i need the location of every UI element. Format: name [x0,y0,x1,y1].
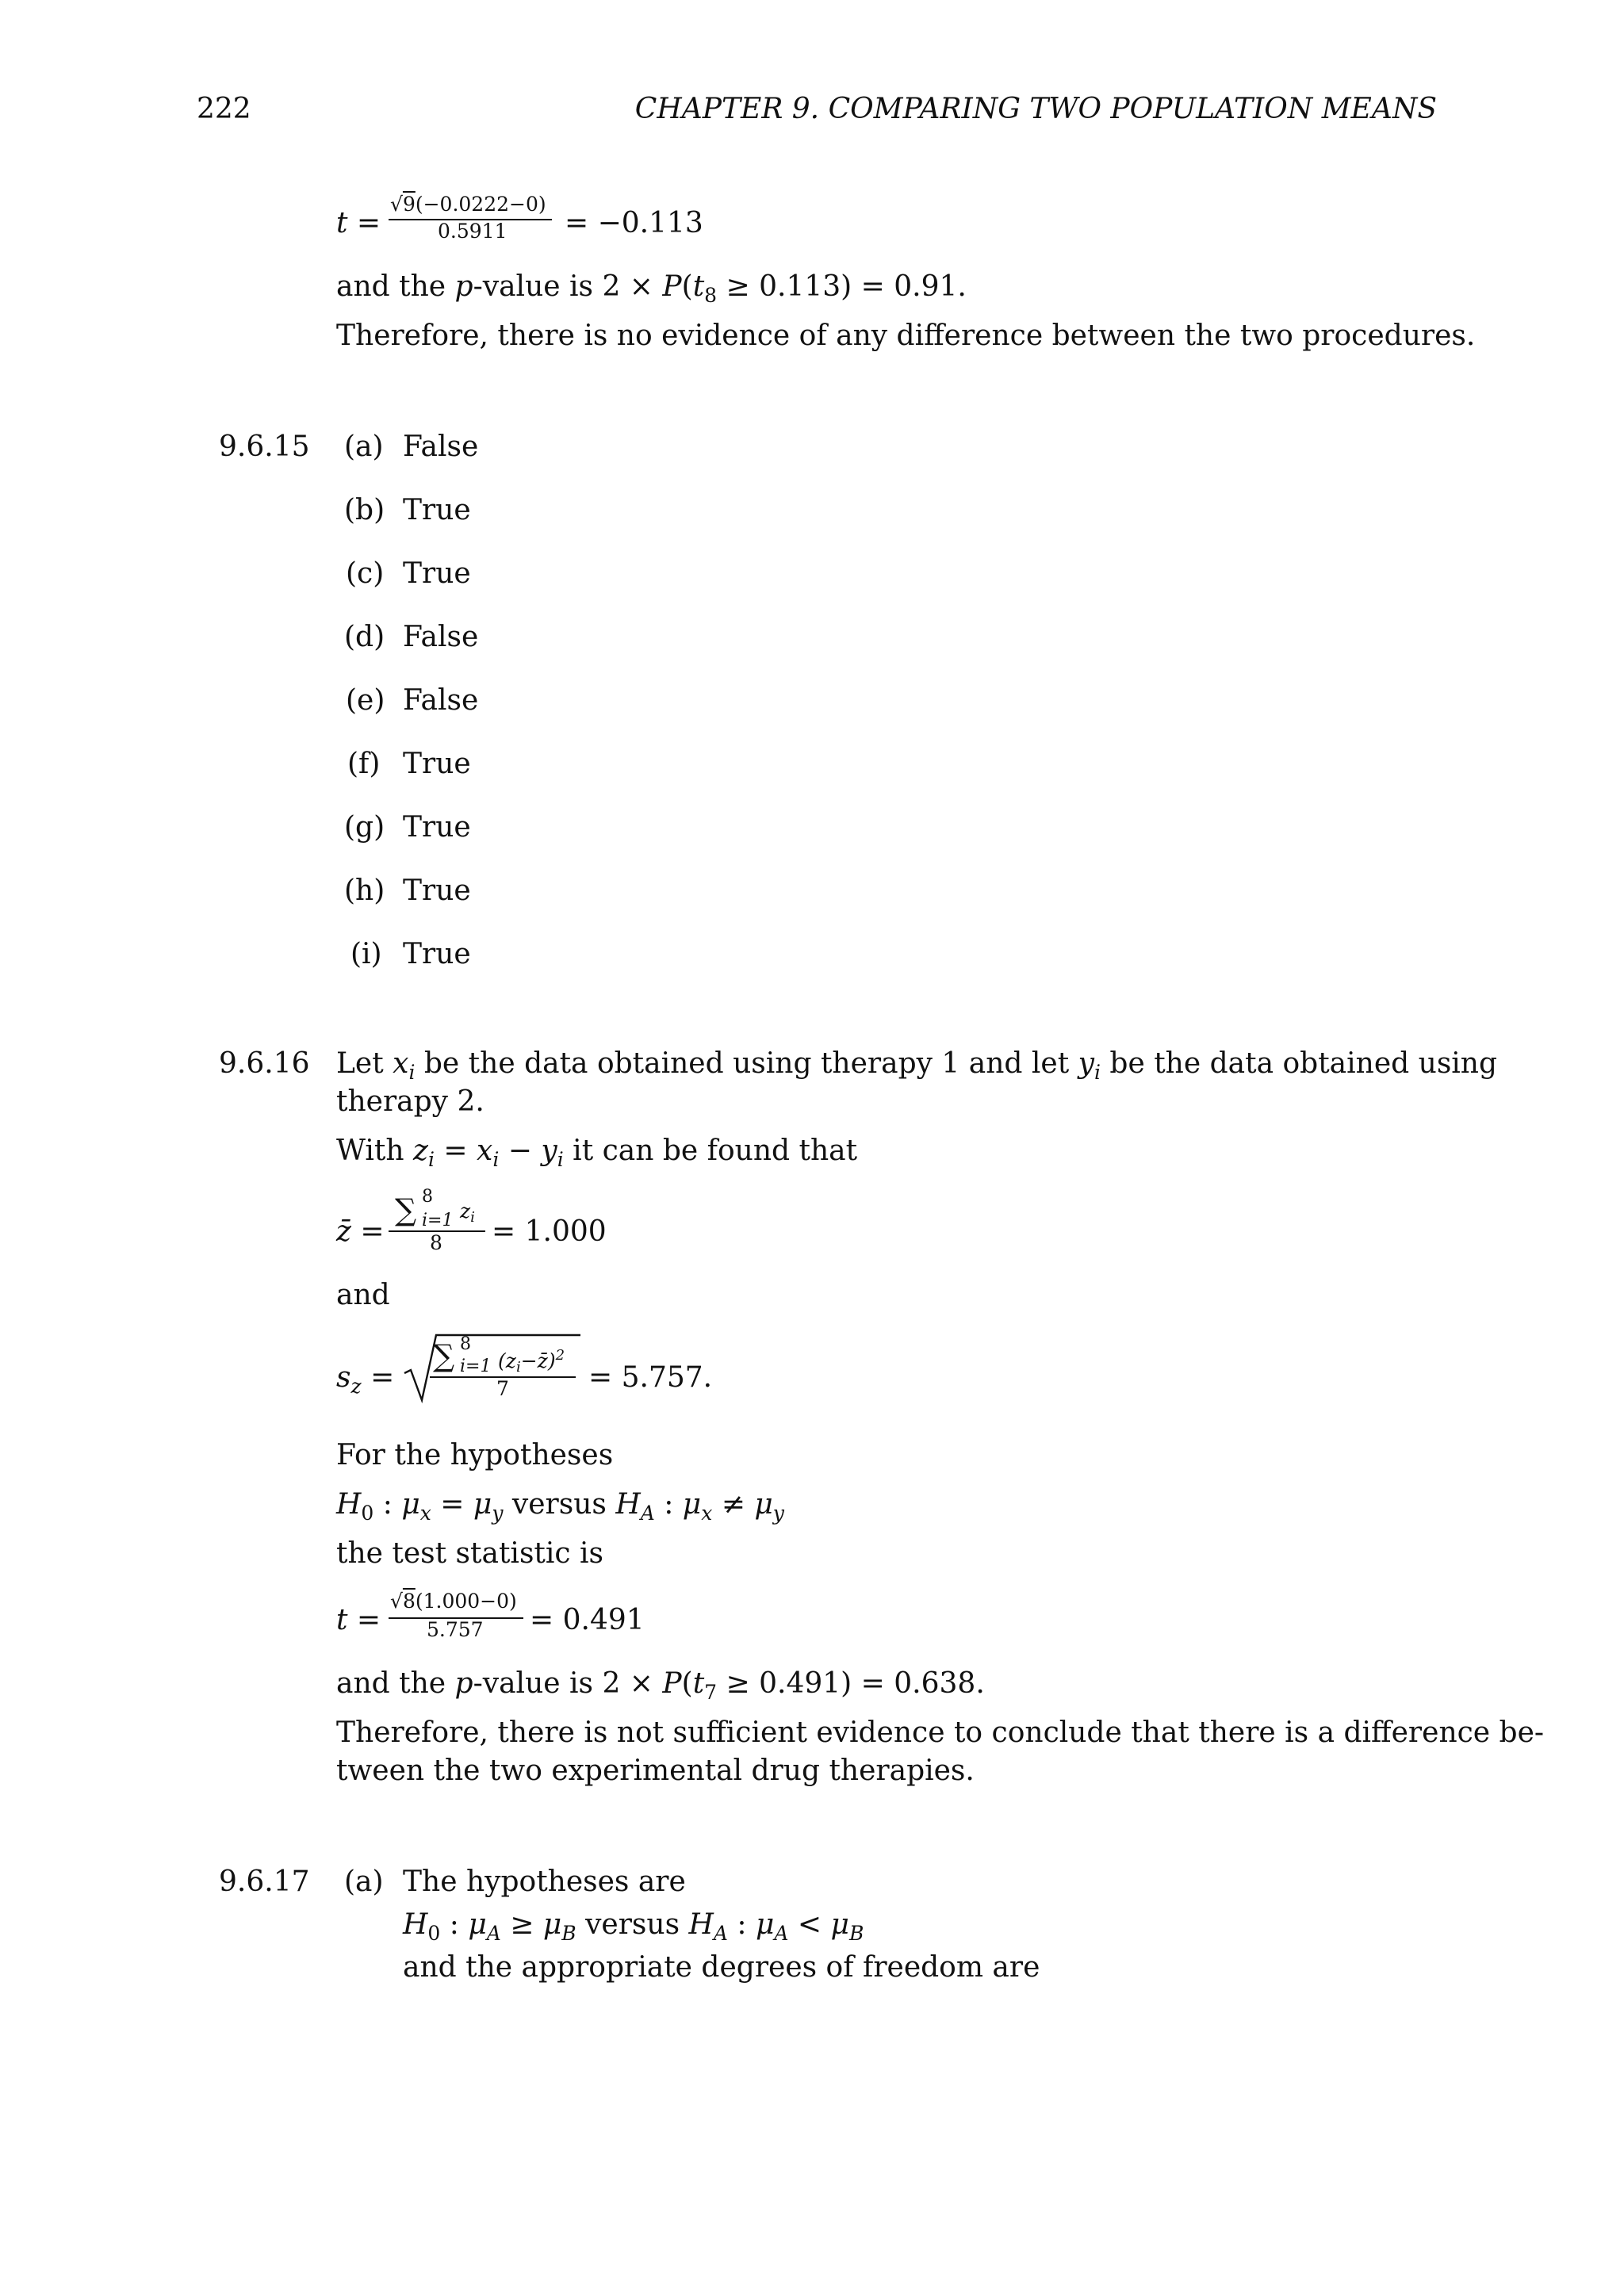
zbar-summand: $z_i$ [460,1200,475,1226]
list-item-answer: True [403,811,471,844]
intro-line-1: Let $x_i$ be the data obtained using therapy 1 and let $y_i$ be the data obtained using [336,1047,1498,1084]
with-line: With $z_i = x_i - y_i$ it can be found that [336,1135,858,1171]
sum-symbol: ∑ [433,1338,455,1373]
t-denominator: 5.757 [427,1618,484,1641]
line-1: The hypotheses are [403,1866,686,1898]
sz-summand: $(z_i-z̄)^2$ [498,1347,565,1376]
list-item-answer: False [403,684,479,717]
t-denominator: 0.5911 [438,220,508,243]
pvalue-line-top: and the p-value is $2 \times P(t_8 \ge 0.113) = 0.91$. [336,270,967,307]
sum-upper-limit: 8 [460,1334,471,1354]
list-item-label: (d) [344,621,385,653]
running-title: CHAPTER 9. COMPARING TWO POPULATION MEANS [634,93,1437,125]
list-item-label: (e) [346,684,385,717]
zbar-lhs: z̄ = [336,1215,385,1248]
list-item-answer: True [403,494,471,526]
list-item-answer: True [403,938,471,970]
t-numerator: √8(1.000−0) [390,1590,517,1613]
line-3: and the appropriate degrees of freedom are [403,1951,1040,1984]
zbar-denominator: 8 [430,1231,442,1254]
list-item-label: (f) [347,748,381,780]
item-label: (a) [344,1866,384,1898]
exercise-number-9-6-16: 9.6.16 [219,1047,310,1080]
hypotheses-9-6-17: $H_0$ : $\mu_A \ge \mu_B$ versus $H_A$ : $\mu_A < \mu_B$ [403,1908,864,1945]
list-item-label: (i) [350,938,382,970]
t-result: = −0.113 [565,207,703,239]
sz-result: = 5.757. [588,1361,713,1394]
test-statistic-intro: the test statistic is [336,1537,603,1570]
page-number: 222 [197,93,251,125]
list-item-label: (h) [344,874,385,907]
exercise-number-9-6-17: 9.6.17 [219,1866,310,1898]
list-item-answer: False [403,621,479,653]
and-word: and [336,1279,390,1311]
hypotheses: $H_0$ : $\mu_x = \mu_y$ versus $H_A$ : $\mu_x \ne \mu_y$ [336,1488,784,1525]
list-item-answer: True [403,557,471,590]
list-item-answer: True [403,874,471,907]
pvalue-line-9-6-16: and the p-value is $2 \times P(t_7 \ge 0.491) = 0.638$. [336,1667,985,1704]
list-item-label: (c) [346,557,385,590]
list-item-label: (a) [344,430,384,463]
conclusion-top: Therefore, there is no evidence of any difference between the two procedures. [336,320,1476,352]
t-lhs: t = [336,1604,381,1636]
sum-symbol: ∑ [395,1192,417,1227]
t-numerator: √9(−0.0222−0) [390,193,546,216]
list-item-answer: True [403,748,471,780]
sum-lower-limit: i=1 [422,1211,454,1230]
list-item-label: (b) [344,494,385,526]
hypotheses-intro: For the hypotheses [336,1439,614,1471]
list-item-answer: False [403,430,479,463]
exercise-number-9-6-15: 9.6.15 [219,430,310,463]
sum-lower-limit: i=1 [460,1357,492,1376]
zbar-result: = 1.000 [492,1215,607,1248]
conclusion-line-1: Therefore, there is not sufficient evidence to conclude that there is a difference be- [336,1716,1545,1749]
list-item-label: (g) [344,811,385,844]
conclusion-line-2: tween the two experimental drug therapies. [336,1755,975,1787]
t-lhs: t = [336,207,381,239]
sz-lhs: $s_z$ = [336,1361,395,1398]
sz-denominator: 7 [496,1377,509,1400]
sum-upper-limit: 8 [422,1187,433,1207]
t-result: = 0.491 [530,1604,645,1636]
intro-line-2: therapy 2. [336,1085,485,1118]
